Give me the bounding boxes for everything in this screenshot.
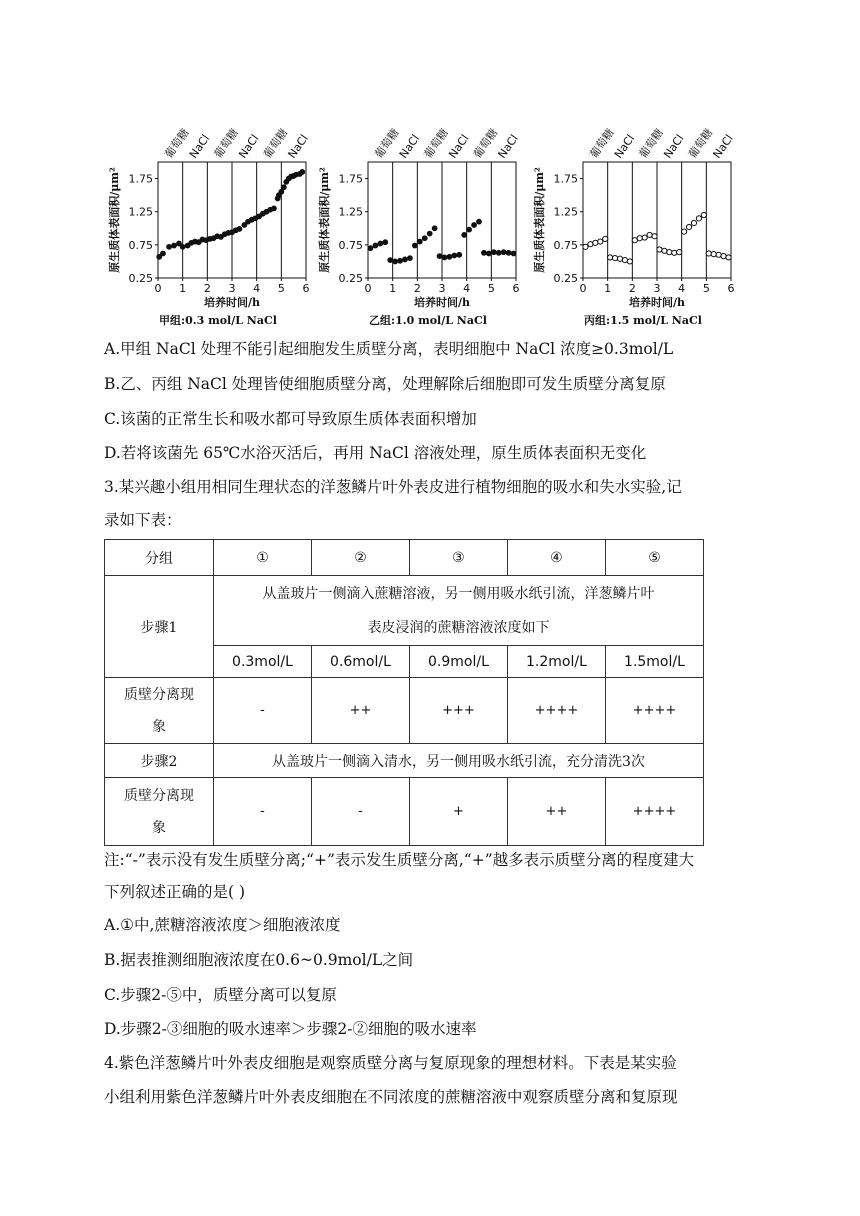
- data-point: [368, 246, 373, 251]
- data-point: [300, 170, 305, 175]
- data-point: [608, 255, 613, 260]
- step1-result-1: -: [214, 678, 312, 744]
- treatment-label: 葡萄糖: [470, 126, 501, 161]
- plasmolysis-label-line2: 象: [152, 718, 166, 735]
- question-4-line1: 4.紫色洋葱鳞片叶外表皮细胞是观察质壁分离与复原现象的理想材料。下表是某实验: [104, 1054, 677, 1072]
- data-point: [383, 240, 388, 245]
- group-header: 分组: [105, 540, 214, 576]
- x-tick-label: 4: [678, 282, 686, 295]
- x-tick-label: 4: [253, 282, 261, 295]
- option-2b: B.乙、丙组 NaCl 处理皆使细胞质壁分离，处理解除后细胞即可发生质壁分离复原: [104, 375, 666, 393]
- data-point: [417, 239, 422, 244]
- option-3b: B.据表推测细胞液浓度在0.6~0.9mol/L之间: [104, 951, 414, 969]
- y-tick-label: 0.75: [553, 238, 578, 252]
- data-point: [637, 236, 642, 241]
- x-tick-label: 6: [302, 282, 310, 295]
- data-point: [632, 238, 637, 243]
- x-axis-label: 培养时间/h: [413, 296, 471, 309]
- data-point: [422, 236, 427, 241]
- chart-bing-svg: [525, 110, 740, 330]
- treatment-label: 葡萄糖: [685, 126, 716, 161]
- group-5: ⑤: [605, 540, 703, 576]
- data-point: [161, 251, 166, 256]
- concentration-1: 0.3mol/L: [214, 646, 312, 678]
- data-point: [657, 247, 662, 252]
- table-row: [105, 744, 704, 778]
- data-point: [482, 250, 487, 255]
- data-point: [281, 185, 286, 190]
- y-tick-label: 1.75: [128, 172, 153, 186]
- option-3a: A.①中,蔗糖溶液浓度＞细胞液浓度: [104, 916, 341, 934]
- step1-result-5: ++++: [605, 678, 703, 744]
- step1-result-2: ++: [311, 678, 409, 744]
- treatment-label: NaCl: [186, 132, 213, 161]
- step2-result-3: +: [409, 778, 507, 846]
- data-point: [588, 242, 593, 247]
- data-point: [496, 250, 501, 255]
- data-point: [691, 220, 696, 225]
- data-point: [272, 206, 277, 211]
- concentration-3: 0.9mol/L: [409, 646, 507, 678]
- data-point: [716, 252, 721, 257]
- y-axis-label: 原生质体表面积/μm²: [533, 167, 546, 273]
- data-point: [237, 227, 242, 232]
- concentration-4: 1.2mol/L: [507, 646, 605, 678]
- x-tick-label: 2: [628, 282, 636, 295]
- x-axis-label: 培养时间/h: [628, 296, 686, 309]
- data-point: [491, 250, 496, 255]
- step2-description: 从盖玻片一侧滴入清水，另一侧用吸水纸引流，充分清洗3次: [214, 744, 704, 778]
- data-point: [442, 255, 447, 260]
- group-2: ②: [311, 540, 409, 576]
- data-point: [373, 243, 378, 248]
- step2-result-4: ++: [507, 778, 605, 846]
- data-point: [598, 239, 603, 244]
- x-tick-label: 1: [604, 282, 612, 295]
- treatment-label: NaCl: [495, 132, 521, 161]
- step2-label: 步骤2: [105, 744, 214, 778]
- data-point: [427, 231, 432, 236]
- y-tick-label: 0.75: [338, 238, 363, 252]
- plasmolysis-label-line1: 质壁分离现: [124, 787, 194, 804]
- step1-description-line1: 从盖玻片一侧滴入蔗糖溶液，另一侧用吸水纸引流，洋葱鳞片叶: [262, 585, 655, 602]
- chart-caption: 甲组:0.3 mol/L NaCl: [159, 314, 277, 327]
- y-tick-label: 0.25: [338, 272, 363, 285]
- x-tick-label: 0: [579, 282, 587, 295]
- data-point: [447, 254, 452, 259]
- data-point: [642, 235, 647, 240]
- data-point: [398, 258, 403, 263]
- data-point: [686, 224, 691, 229]
- x-tick-label: 6: [512, 282, 520, 295]
- x-tick-label: 2: [203, 282, 211, 295]
- treatment-label: NaCl: [236, 132, 262, 161]
- x-tick-label: 2: [413, 282, 421, 295]
- x-axis-label: 培养时间/h: [203, 296, 261, 309]
- x-tick-label: 0: [154, 282, 162, 295]
- step2-result-2: -: [311, 778, 409, 846]
- data-point: [467, 227, 472, 232]
- y-tick-label: 0.25: [128, 272, 153, 285]
- x-tick-label: 3: [228, 282, 236, 295]
- question-3-line1: 3.某兴趣小组用相同生理状态的洋葱鳞片叶外表皮进行植物细胞的吸水和失水实验,记: [104, 478, 682, 496]
- data-point: [501, 250, 506, 255]
- treatment-label: NaCl: [285, 132, 311, 161]
- y-tick-label: 1.25: [553, 205, 578, 219]
- y-tick-label: 0.25: [553, 272, 578, 285]
- treatment-label: 葡萄糖: [260, 126, 291, 161]
- treatment-label: NaCl: [446, 132, 472, 161]
- data-point: [412, 243, 417, 248]
- y-axis-label: 原生质体表面积/μm²: [108, 167, 121, 273]
- treatment-label: 葡萄糖: [636, 126, 667, 161]
- concentration-2: 0.6mol/L: [311, 646, 409, 678]
- data-point: [403, 257, 408, 262]
- data-point: [432, 226, 437, 231]
- data-point: [393, 259, 398, 264]
- step1-label: 步骤1: [105, 576, 214, 678]
- table-row: [105, 576, 704, 646]
- data-point: [378, 241, 383, 246]
- data-point: [388, 258, 393, 263]
- x-tick-label: 1: [389, 282, 397, 295]
- x-tick-label: 4: [463, 282, 471, 295]
- data-point: [726, 255, 731, 260]
- plasmolysis-label-line1: 质壁分离现: [124, 686, 194, 703]
- data-point: [506, 250, 511, 255]
- data-point: [472, 223, 477, 228]
- figure-charts: [100, 110, 740, 330]
- treatment-label: 葡萄糖: [162, 126, 192, 161]
- data-point: [172, 243, 177, 248]
- treatment-label: 葡萄糖: [211, 126, 242, 161]
- x-tick-label: 3: [438, 282, 446, 295]
- data-point: [408, 256, 413, 261]
- chart-caption: 丙组:1.5 mol/L NaCl: [584, 314, 702, 327]
- data-point: [711, 252, 716, 257]
- experiment-table: [104, 539, 704, 846]
- data-point: [452, 253, 457, 258]
- chart-yi: [310, 110, 525, 330]
- option-2c: C.该菌的正常生长和吸水都可导致原生质体表面积增加: [104, 410, 477, 428]
- step2-result-1: -: [214, 778, 312, 846]
- step1-description: [214, 576, 704, 646]
- treatment-label: 葡萄糖: [587, 126, 617, 161]
- data-point: [721, 254, 726, 259]
- data-point: [647, 232, 652, 237]
- data-point: [706, 251, 711, 256]
- group-3: ③: [409, 540, 507, 576]
- y-tick-label: 1.75: [553, 172, 578, 186]
- question-4-line2: 小组利用紫色洋葱鳞片叶外表皮细胞在不同浓度的蔗糖溶液中观察质壁分离和复原现: [104, 1088, 678, 1106]
- x-tick-label: 5: [277, 282, 285, 295]
- plasmolysis-label: [105, 778, 214, 846]
- x-tick-label: 6: [727, 282, 735, 295]
- option-3c: C.步骤2-⑤中，质壁分离可以复原: [104, 986, 337, 1004]
- chart-bing: [525, 110, 740, 330]
- data-point: [180, 244, 185, 249]
- table-row: [105, 678, 704, 744]
- data-point: [437, 254, 442, 259]
- data-point: [682, 229, 687, 234]
- y-axis-label: 原生质体表面积/μm²: [318, 167, 331, 273]
- data-point: [667, 250, 672, 255]
- data-point: [279, 189, 284, 194]
- data-point: [652, 234, 657, 239]
- plasmolysis-label: [105, 678, 214, 744]
- data-point: [583, 244, 588, 249]
- data-point: [696, 216, 701, 221]
- data-point: [662, 248, 667, 253]
- data-point: [672, 250, 677, 255]
- data-point: [622, 258, 627, 263]
- x-tick-label: 3: [653, 282, 661, 295]
- concentration-5: 1.5mol/L: [605, 646, 703, 678]
- option-3d: D.步骤2-③细胞的吸水速率＞步骤2-②细胞的吸水速率: [104, 1020, 477, 1038]
- treatment-label: NaCl: [396, 132, 423, 161]
- step1-result-4: ++++: [507, 678, 605, 744]
- question-stem: 下列叙述正确的是( ): [104, 883, 246, 901]
- data-point: [593, 240, 598, 245]
- x-tick-label: 0: [364, 282, 372, 295]
- y-tick-label: 0.75: [128, 238, 153, 252]
- chart-caption: 乙组:1.0 mol/L NaCl: [369, 314, 487, 327]
- step2-result-5: ++++: [605, 778, 703, 846]
- data-point: [603, 236, 608, 241]
- step1-result-3: +++: [409, 678, 507, 744]
- option-2d: D.若将该菌先 65℃水浴灭活后，再用 NaCl 溶液处理，原生质体表面积无变化: [104, 444, 647, 462]
- table-row: [105, 540, 704, 576]
- chart-yi-svg: [310, 110, 525, 330]
- option-2a: A.甲组 NaCl 处理不能引起细胞发生质壁分离，表明细胞中 NaCl 浓度≥0.3mol/L: [104, 340, 674, 358]
- table-note: 注:“-”表示没有发生质壁分离;“+”表示发生质壁分离,“+”越多表示质壁分离的程度建大: [104, 851, 695, 869]
- x-tick-label: 5: [487, 282, 495, 295]
- treatment-label: NaCl: [661, 132, 687, 161]
- group-1: ①: [214, 540, 312, 576]
- treatment-label: 葡萄糖: [421, 126, 452, 161]
- data-point: [677, 250, 682, 255]
- group-4: ④: [507, 540, 605, 576]
- chart-jia: [100, 110, 315, 330]
- y-tick-label: 1.25: [338, 205, 363, 219]
- data-point: [627, 259, 632, 264]
- table-row: [105, 778, 704, 846]
- chart-jia-svg: [100, 110, 315, 330]
- data-point: [511, 251, 516, 256]
- x-tick-label: 5: [702, 282, 710, 295]
- y-tick-label: 1.75: [338, 172, 363, 186]
- data-point: [617, 256, 622, 261]
- data-point: [612, 256, 617, 261]
- data-point: [477, 219, 482, 224]
- question-3-line2: 录如下表：: [104, 511, 182, 529]
- data-point: [167, 244, 172, 249]
- plasmolysis-label-line2: 象: [152, 819, 166, 836]
- data-point: [486, 251, 491, 256]
- data-point: [457, 252, 462, 257]
- treatment-label: NaCl: [710, 132, 736, 161]
- x-tick-label: 1: [179, 282, 187, 295]
- step1-description-line2: 表皮浸润的蔗糖溶液浓度如下: [367, 619, 550, 636]
- data-point: [701, 212, 706, 217]
- treatment-label: NaCl: [611, 132, 638, 161]
- y-tick-label: 1.25: [128, 205, 153, 219]
- data-point: [462, 233, 467, 238]
- treatment-label: 葡萄糖: [372, 126, 402, 161]
